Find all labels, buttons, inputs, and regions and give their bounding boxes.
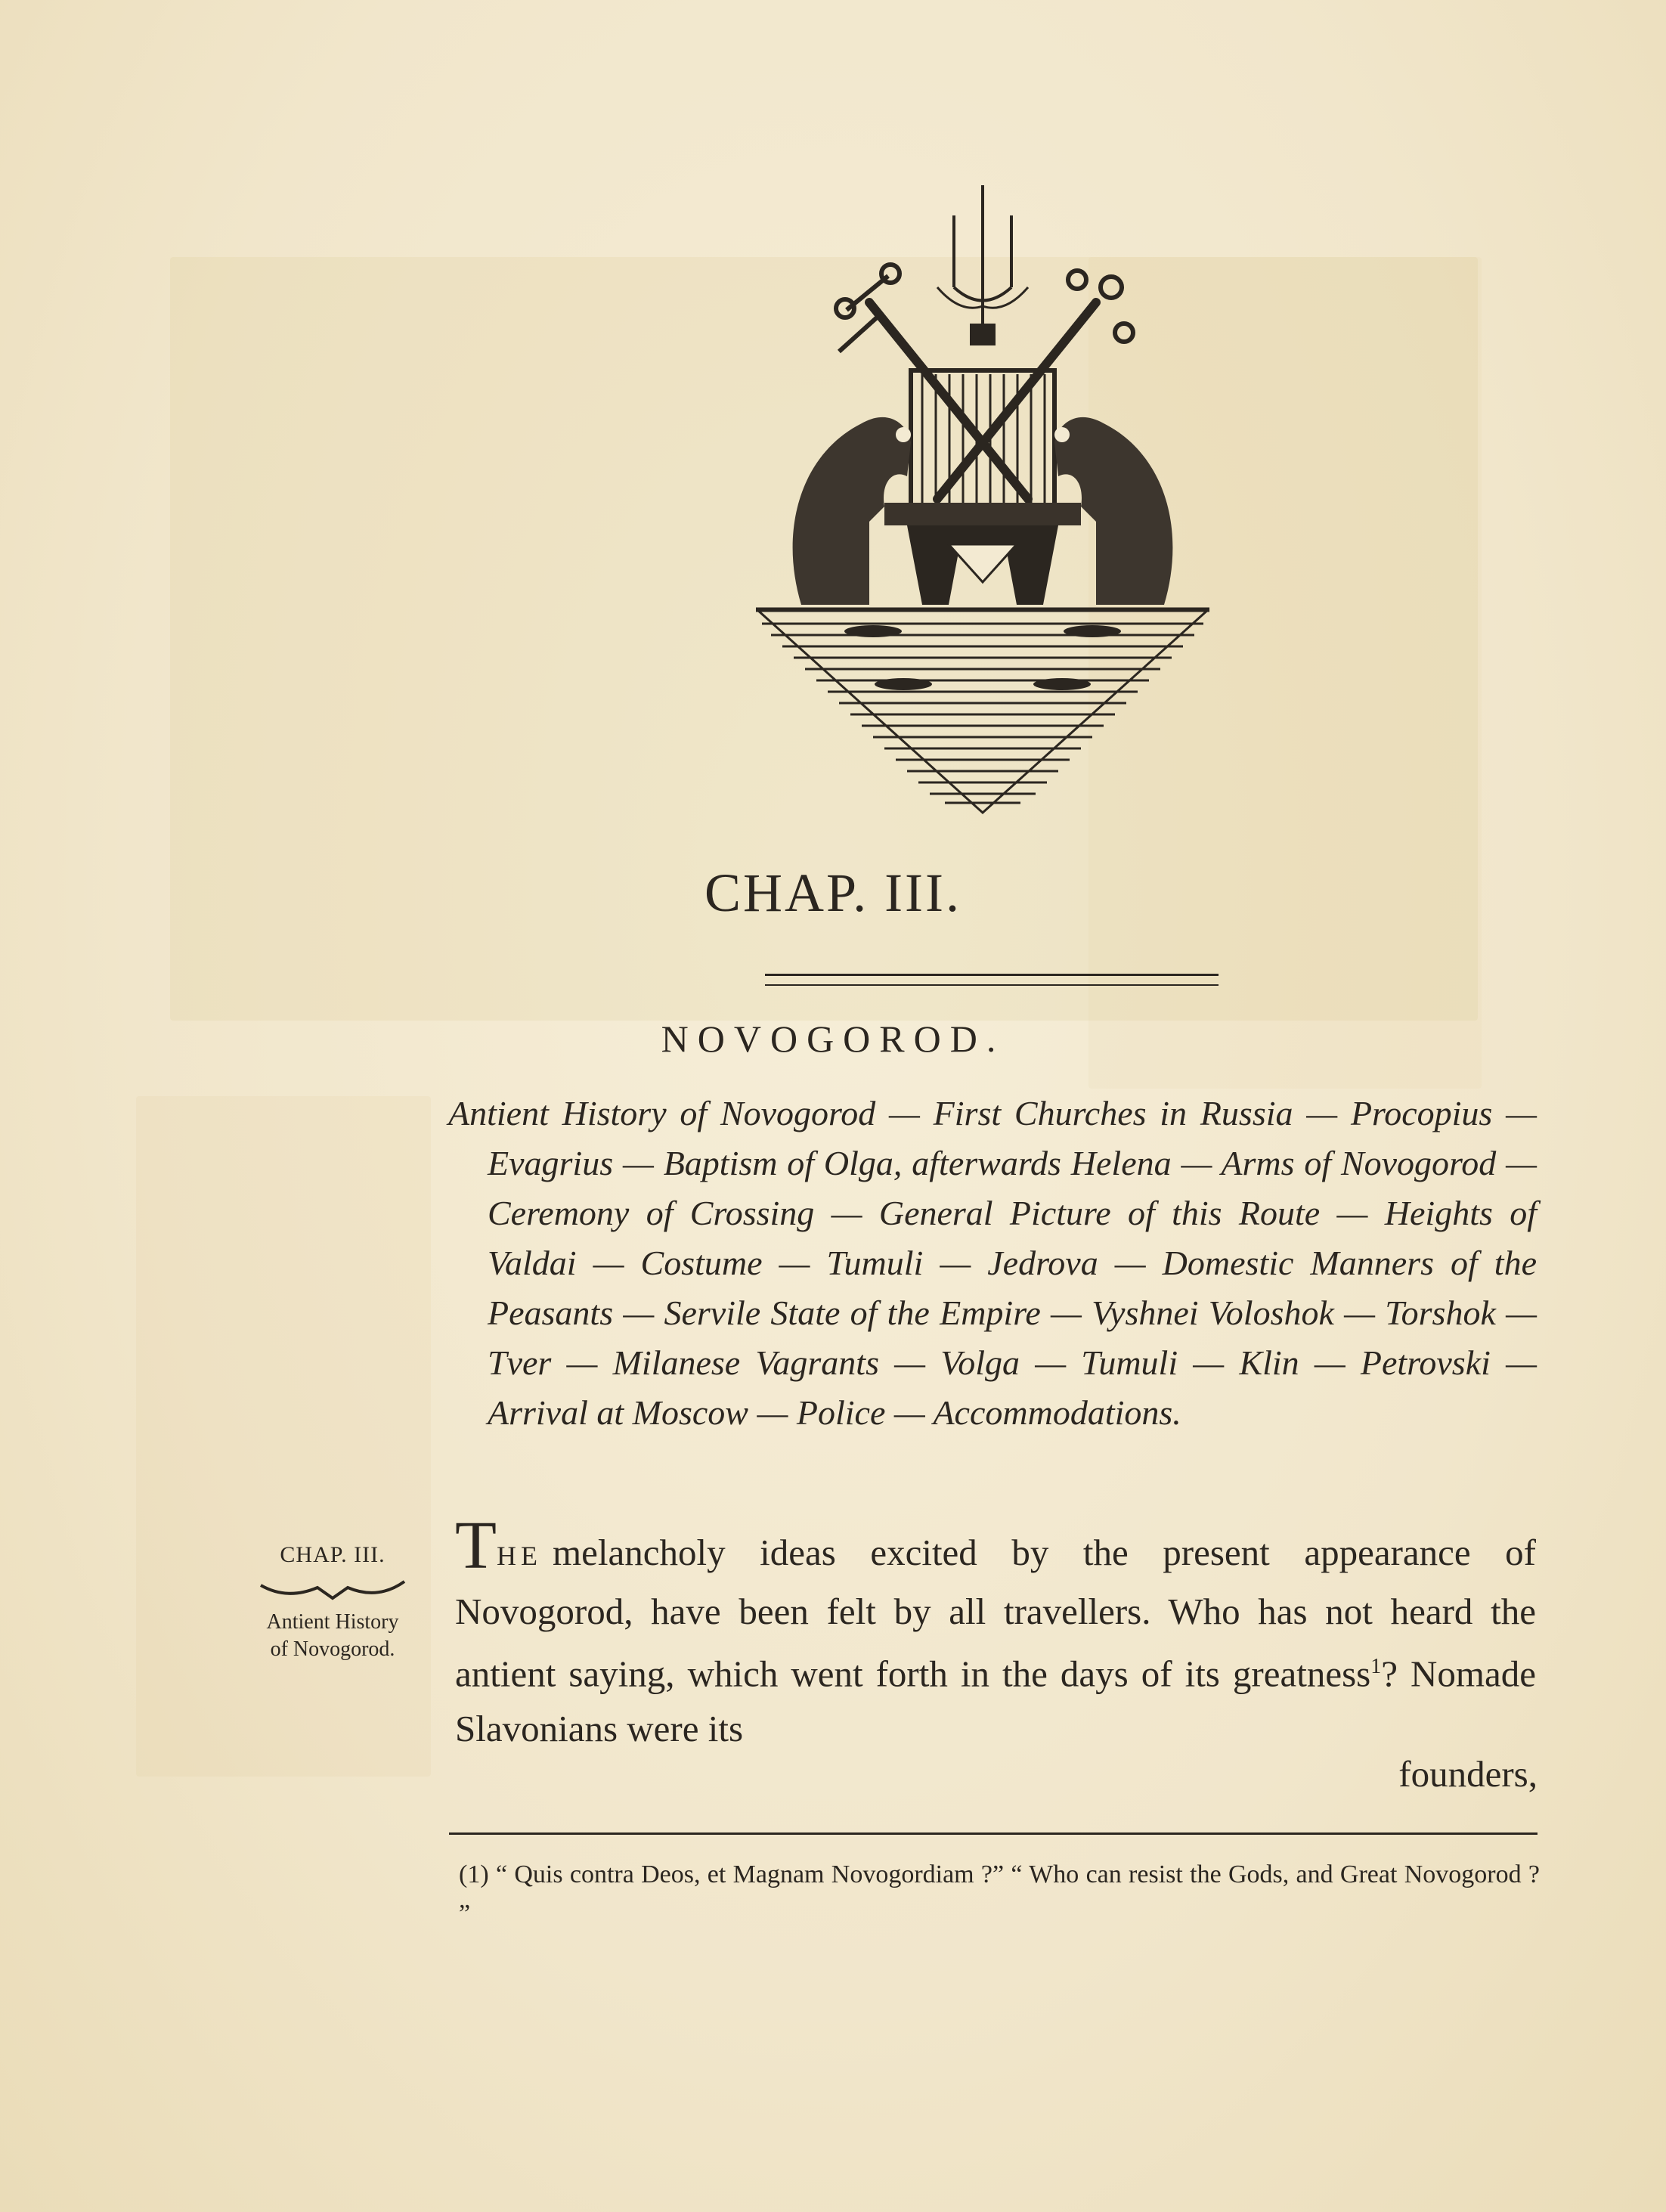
flourish-ornament — [257, 1574, 408, 1604]
body-text-continued: ? Nomade Slavonians were its — [455, 1653, 1536, 1750]
bleed-through-engraving — [136, 1096, 431, 1777]
margin-chapter-label: CHAP. III. — [280, 1542, 386, 1567]
chapter-synopsis — [448, 1089, 1537, 1438]
drop-cap: T — [455, 1508, 497, 1583]
body-text: melancholy ideas excited by the present appearance of Novogorod, have been felt by all travellers. Who has not heard the antient saying, which went forth in the days of its greatness — [455, 1532, 1536, 1695]
novogorod-arms-emblem — [756, 181, 1209, 816]
margin-note — [242, 1542, 423, 1663]
body-paragraph — [455, 1508, 1536, 1756]
chapter-heading: CHAP. III. — [704, 863, 962, 923]
section-title: NOVOGOROD. — [661, 1018, 1005, 1060]
margin-topic-line-1: Antient History — [266, 1610, 399, 1634]
synopsis-text: Antient History of Novogorod — First Churches in Russia — Procopius — Evagrius — Baptism of Olga, afterwards Helena — Arms of Novogorod — Ceremony of Crossing — General Picture of this Route — Heights of Valdai — Costume — Tumuli — Jedrova — Domestic Manners of the Peasants — Servile State of the Empire — Vyshnei Voloshok — Torshok — Tver — Milanese Vagrants — Volga — Tumuli — Klin — Petrovski — Arrival at Moscow — Police — Accommodations. — [448, 1094, 1537, 1432]
heading-double-rule — [765, 974, 1219, 986]
small-caps-opening: HE — [496, 1541, 542, 1571]
catchword: founders, — [1398, 1753, 1537, 1795]
footnote: (1) “ Quis contra Deos, et Magnam Novogordiam ?” “ Who can resist the Gods, and Great Novogorod ? ” — [459, 1860, 1540, 1928]
footnote-reference: 1 — [1370, 1655, 1382, 1678]
footnote-rule — [449, 1832, 1537, 1835]
margin-topic-line-2: of Novogorod. — [270, 1637, 395, 1661]
